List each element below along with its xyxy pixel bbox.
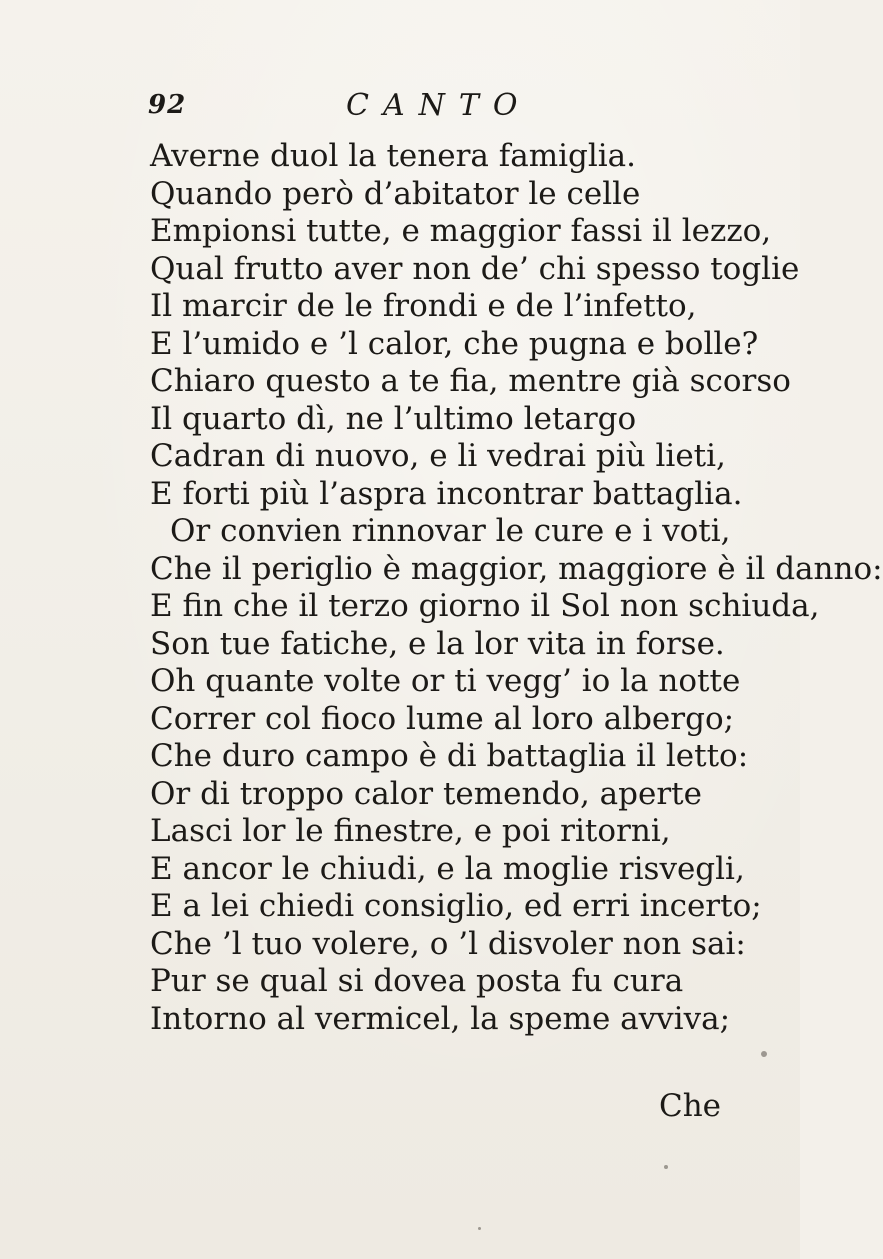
page-number: 92 bbox=[148, 90, 187, 120]
verse-line: Il marcir de le frondi e de l’infetto, bbox=[150, 288, 697, 324]
ink-speck bbox=[478, 1227, 481, 1230]
ink-speck bbox=[761, 1051, 767, 1057]
verse-line: Il quarto dì, ne l’ultimo letargo bbox=[150, 401, 637, 437]
verse-line: Or convien rinnovar le cure e i voti, bbox=[170, 513, 731, 549]
verse-line: Lasci lor le finestre, e poi ritorni, bbox=[150, 813, 671, 849]
running-head: CANTO bbox=[346, 88, 532, 123]
catchword: Che bbox=[659, 1088, 722, 1124]
verse-line: E l’umido e ’l calor, che pugna e bolle? bbox=[150, 326, 759, 362]
verse-line: E a lei chiedi consiglio, ed erri incerto; bbox=[150, 888, 762, 924]
verse-line: Averne duol la tenera famiglia. bbox=[150, 138, 637, 174]
verse-line: Or di troppo calor temendo, aperte bbox=[150, 776, 702, 812]
verse-line: Quando però d’abitator le celle bbox=[150, 176, 641, 212]
verse-line: Cadran di nuovo, e li vedrai più lieti, bbox=[150, 438, 726, 474]
verse-line: Oh quante volte or ti vegg’ io la notte bbox=[150, 663, 741, 699]
ink-speck bbox=[664, 1165, 668, 1169]
verse-line: Qual frutto aver non de’ chi spesso toglie bbox=[150, 251, 800, 287]
verse-line: Son tue fatiche, e la lor vita in forse. bbox=[150, 626, 725, 662]
verse-line: Che il periglio è maggior, maggiore è il danno: bbox=[150, 551, 883, 587]
verse-line: E ancor le chiudi, e la moglie risvegli, bbox=[150, 851, 745, 887]
verse-line: Pur se qual si dovea posta fu cura bbox=[150, 963, 684, 999]
verse-line: E fin che il terzo giorno il Sol non schiuda, bbox=[150, 588, 820, 624]
verse-line: Correr col fioco lume al loro albergo; bbox=[150, 701, 735, 737]
verse-line: Che ’l tuo volere, o ’l disvoler non sai: bbox=[150, 926, 746, 962]
verse-line: Che duro campo è di battaglia il letto: bbox=[150, 738, 749, 774]
verse-line: Chiaro questo a te fia, mentre già scorso bbox=[150, 363, 791, 399]
verse-line: E forti più l’aspra incontrar battaglia. bbox=[150, 476, 743, 512]
verse-line: Empionsi tutte, e maggior fassi il lezzo, bbox=[150, 213, 772, 249]
verse-line: Intorno al vermicel, la speme avviva; bbox=[150, 1001, 731, 1037]
